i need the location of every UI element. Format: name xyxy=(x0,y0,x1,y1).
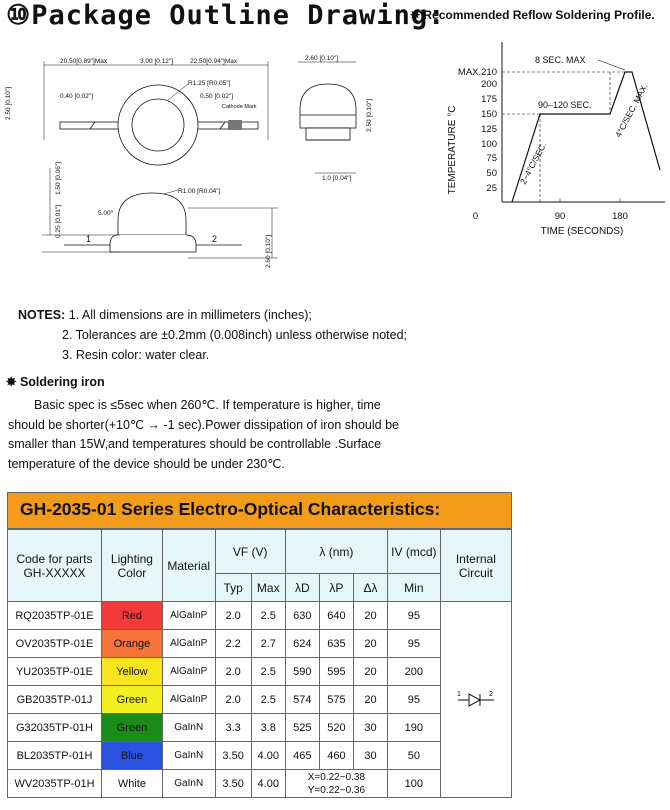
cell-material: AlGaInP xyxy=(162,630,215,658)
cell-dl: 30 xyxy=(353,742,387,770)
note-item: 1. All dimensions are in millimeters (inches); xyxy=(68,308,312,322)
cell-material: GaInN xyxy=(162,742,215,770)
cell-typ: 3.3 xyxy=(215,714,251,742)
reflow-profile-chart xyxy=(420,30,670,245)
cell-max: 4.00 xyxy=(251,770,285,798)
cell-material: GaInN xyxy=(162,770,215,798)
dim-d15: 0.25 [0.01"] xyxy=(55,204,62,238)
reflow-y-tick: 100 xyxy=(481,139,497,150)
pin-2-label: 2 xyxy=(212,234,218,244)
front-view xyxy=(42,162,278,268)
reflow-y-tick: 75 xyxy=(486,153,497,164)
cell-code: RQ2035TP-01E xyxy=(8,602,102,630)
table-row xyxy=(8,770,512,798)
cell-code: G32035TP-01H xyxy=(8,714,102,742)
cell-color: Orange xyxy=(101,630,162,658)
table-row xyxy=(8,714,512,742)
cell-typ: 2.0 xyxy=(215,602,251,630)
cell-material: GaInN xyxy=(162,714,215,742)
side-view xyxy=(298,55,373,182)
table-row xyxy=(8,630,512,658)
table-body xyxy=(8,602,512,798)
header-vf: VF (V) xyxy=(215,530,285,574)
header-circuit: Internal Circuit xyxy=(440,530,511,602)
cell-typ: 2.0 xyxy=(215,686,251,714)
header-min: Min xyxy=(388,574,441,602)
reflow-ann-ramp-down: 4°C/SEC. MAX. xyxy=(612,81,650,139)
dim-d16: 2.60 [0.10"] xyxy=(265,234,272,268)
cell-min: 95 xyxy=(388,630,441,658)
table-row xyxy=(8,602,512,630)
cell-chromaticity xyxy=(285,770,387,798)
cell-internal-circuit xyxy=(440,602,511,798)
reflow-x-tick: 180 xyxy=(612,211,628,222)
dim-d11: 1.0 [0.04"] xyxy=(322,175,352,182)
header-code: Code for parts GH-XXXXX xyxy=(8,530,102,602)
circuit-pin-2: 2 xyxy=(488,691,493,698)
notes-block xyxy=(18,305,407,365)
dim-d7: Cathode Mark xyxy=(222,104,257,110)
cell-material: AlGaInP xyxy=(162,686,215,714)
note-item: 3. Resin color: water clear. xyxy=(62,348,210,362)
table-title: GH-2035-01 Series Electro-Optical Characteristics: xyxy=(20,499,441,519)
reflow-y-tick: 0 xyxy=(472,211,478,222)
dim-d8: 2.50 [0.10"] xyxy=(5,86,12,120)
soldering-iron-title: ✸ Soldering iron xyxy=(6,375,105,389)
cell-max: 4.00 xyxy=(251,742,285,770)
reflow-x-tick: 90 xyxy=(554,211,566,222)
cell-material: AlGaInP xyxy=(162,602,215,630)
header-ld: λD xyxy=(285,574,319,602)
cell-lp: 640 xyxy=(319,602,353,630)
header-iv: IV (mcd) xyxy=(388,530,441,574)
dim-d3: 22.50[0.94"]Max xyxy=(190,58,238,65)
cell-min: 95 xyxy=(388,686,441,714)
notes-label: NOTES: xyxy=(18,308,66,322)
reflow-y-tick: MAX.210 xyxy=(457,67,497,78)
cell-max: 2.7 xyxy=(251,630,285,658)
cell-y-range: Y=0.22~0.36 xyxy=(307,784,366,796)
reflow-y-label: TEMPERATURE °C xyxy=(447,105,458,195)
reflow-x-label: TIME (SECONDS) xyxy=(540,226,624,237)
header-material: Material xyxy=(162,530,215,602)
cell-x-range: X=0.22~0.38 xyxy=(307,771,366,783)
cell-lp: 460 xyxy=(319,742,353,770)
cell-code: GB2035TP-01J xyxy=(8,686,102,714)
reflow-y-tick: 50 xyxy=(486,168,497,179)
dim-d5: 0.40 [0.02"] xyxy=(60,93,94,100)
table-row xyxy=(8,742,512,770)
dim-d4: R1.25 [R0.05"] xyxy=(188,80,231,87)
table-row xyxy=(8,686,512,714)
cell-min: 100 xyxy=(388,770,441,798)
cell-color: Red xyxy=(101,602,162,630)
cell-typ: 3.50 xyxy=(215,742,251,770)
cell-color: Green xyxy=(101,714,162,742)
dim-d10: 2.50 [0.10"] xyxy=(366,98,373,132)
cell-dl: 30 xyxy=(353,714,387,742)
cell-lp: 635 xyxy=(319,630,353,658)
cell-min: 50 xyxy=(388,742,441,770)
soldering-iron-text: Basic spec is ≤5sec when 260℃. If temperature is higher, time should be shorter(+10℃ → -1 sec).Power dissipation of iron should be smaller than 15W,and temperatures should be controllable .Surface temperature of the device should be under 230℃. xyxy=(8,398,399,471)
reflow-ann-8sec: 8 SEC. MAX xyxy=(535,55,586,65)
reflow-y-tick: 200 xyxy=(481,79,497,90)
cell-max: 2.5 xyxy=(251,658,285,686)
cell-code: YU2035TP-01E xyxy=(8,658,102,686)
cell-color: White xyxy=(101,770,162,798)
cell-lp: 595 xyxy=(319,658,353,686)
cell-dl: 20 xyxy=(353,630,387,658)
cell-lp: 575 xyxy=(319,686,353,714)
cell-min: 200 xyxy=(388,658,441,686)
cell-max: 3.8 xyxy=(251,714,285,742)
reflow-ann-90-120: 90–120 SEC. xyxy=(538,100,592,110)
table-row xyxy=(8,658,512,686)
dim-d1: 20.50[0.89"]Max xyxy=(60,58,108,65)
header-color: Lighting Color xyxy=(101,530,162,602)
cell-dl: 20 xyxy=(353,602,387,630)
header-dl: Δλ xyxy=(353,574,387,602)
header-lp: λP xyxy=(319,574,353,602)
cell-material: AlGaInP xyxy=(162,658,215,686)
cell-dl: 20 xyxy=(353,658,387,686)
page-title: ⑩Package Outline Drawing: xyxy=(6,0,446,31)
cell-color: Yellow xyxy=(101,658,162,686)
cell-ld: 465 xyxy=(285,742,319,770)
cell-ld: 525 xyxy=(285,714,319,742)
cell-typ: 2.2 xyxy=(215,630,251,658)
table-title-bar xyxy=(7,492,512,529)
header-typ: Typ xyxy=(215,574,251,602)
cell-ld: 590 xyxy=(285,658,319,686)
dim-d13: 5.00° xyxy=(98,210,114,217)
cell-code: WV2035TP-01H xyxy=(8,770,102,798)
dim-d9: 2.60 [0.10"] xyxy=(305,55,339,62)
dim-d14: 1.50 [0.06"] xyxy=(55,161,62,195)
cell-min: 95 xyxy=(388,602,441,630)
cell-color: Blue xyxy=(101,742,162,770)
cell-color: Green xyxy=(101,686,162,714)
reflow-y-tick: 25 xyxy=(486,183,497,194)
dim-d12: R1.00 [R0.04"] xyxy=(178,188,221,195)
cell-dl: 20 xyxy=(353,686,387,714)
cell-typ: 2.0 xyxy=(215,658,251,686)
electro-optical-table xyxy=(7,529,512,798)
cell-ld: 630 xyxy=(285,602,319,630)
cell-ld: 624 xyxy=(285,630,319,658)
dim-d6: 0.50 [0.02"] xyxy=(200,93,234,100)
cell-ld: 574 xyxy=(285,686,319,714)
dim-d2: 3.00 [0.12"] xyxy=(140,58,174,65)
cell-lp: 520 xyxy=(319,714,353,742)
reflow-ann-ramp-up: 2~4°C/SEC. xyxy=(517,140,549,186)
cell-typ: 3.50 xyxy=(215,770,251,798)
top-view xyxy=(5,58,268,165)
note-item: 2. Tolerances are ±0.2mm (0.008inch) unless otherwise noted; xyxy=(62,328,408,342)
cell-code: OV2035TP-01E xyxy=(8,630,102,658)
diode-icon xyxy=(456,688,496,708)
cell-max: 2.5 xyxy=(251,602,285,630)
reflow-y-tick: 125 xyxy=(481,124,497,135)
reflow-y-tick: 175 xyxy=(481,94,497,105)
cell-code: BL2035TP-01H xyxy=(8,742,102,770)
circuit-pin-1: 1 xyxy=(456,691,461,698)
cell-max: 2.5 xyxy=(251,686,285,714)
cell-min: 190 xyxy=(388,714,441,742)
header-max: Max xyxy=(251,574,285,602)
reflow-title: ✸ Recommended Reflow Soldering Profile. xyxy=(410,8,655,22)
pin-1-label: 1 xyxy=(86,234,92,244)
package-outline-drawing xyxy=(0,40,410,280)
header-lambda: λ (nm) xyxy=(285,530,387,574)
reflow-y-tick: 150 xyxy=(481,109,497,120)
